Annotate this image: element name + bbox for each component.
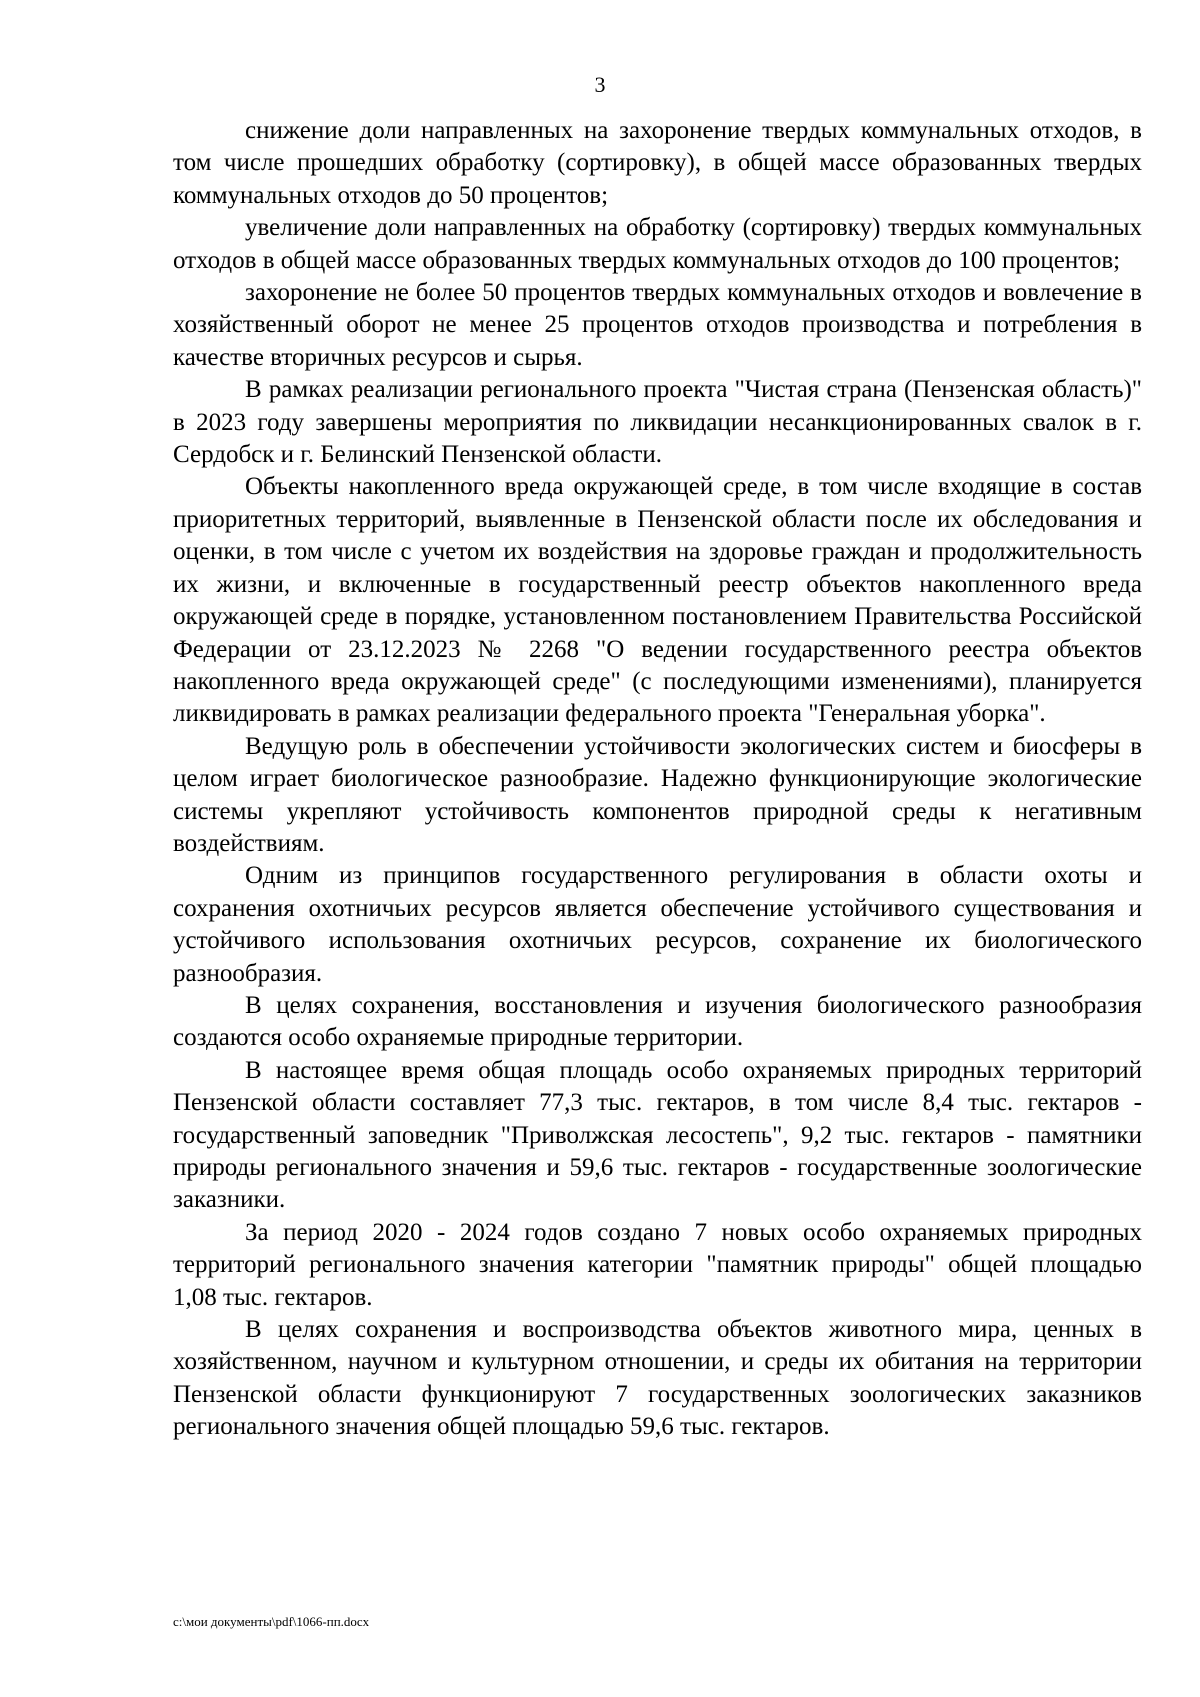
footer-file-path: c:\мои документы\pdf\1066-пп.docx [173,1614,370,1629]
paragraph-2: увеличение доли направленных на обработку (сортировку) твердых коммунальных отходов в общей массе образованных твердых коммунальных отходов до 100 процентов; [173,214,1142,274]
paragraph-1: снижение доли направленных на захоронение твердых коммунальных отходов, в том числе прошедших обработку (сортировку), в общей массе образованных твердых коммунальных отходов до 50 процентов; [173,117,1142,209]
paragraph-4: В рамках реализации регионального проекта "Чистая страна (Пензенская область)" в 2023 году завершены мероприятия по ликвидации несанкционированных свалок в г. Сердобск и г. Белинский Пензенской области. [173,376,1142,469]
document-body [173,115,1142,1444]
paragraph-6: Ведущую роль в обеспечении устойчивости экологических систем и биосферы в целом играет биологическое разнообразие. Надежно функционирующие экологические системы укрепляют устойчивость компонентов природной среды к негативным воздействиям. [173,732,1142,857]
paragraph-8: В целях сохранения, восстановления и изучения биологического разнообразия создаются особо охраняемые природные территории. [173,991,1142,1052]
paragraph-7: Одним из принципов государственного регулирования в области охоты и сохранения охотничьих ресурсов является обеспечение устойчивого существования и устойчивого использования охотничьих ресурсов, сохранение их биологического разнообразия. [173,862,1142,987]
page-number: 3 [594,72,606,97]
paragraph-10: За период 2020 - 2024 годов создано 7 новых особо охраняемых природных территорий регионального значения категории "памятник природы" общей площадью 1,08 тыс. гектаров. [173,1218,1142,1311]
paragraph-9: В настоящее время общая площадь особо охраняемых природных территорий Пензенской области составляет 77,3 тыс. гектаров, в том числе 8,4 тыс. гектаров - государственный заповедник "Приволжская лесостепь", 9,2 тыс. гектаров - памятники природы регионального значения и 59,6 тыс. гектаров - государственные зоологические заказники. [173,1056,1142,1214]
paragraph-5: Объекты накопленного вреда окружающей среде, в том числе входящие в состав приоритетных территорий, выявленные в Пензенской области после их обследования и оценки, в том числе с учетом их воздействия на здоровье граждан и продолжительность их жизни, и включенные в государственный реестр объектов накопленного вреда окружающей среде в порядке, установленном постановлением Правительства Российской Федерации от 23.12.2023 № 2268 "О ведении государственного реестра объектов накопленного вреда окружающей среде" (с последующими изменениями), планируется ликвидировать в рамках реализации федерального проекта "Генеральная уборка". [173,473,1142,728]
paragraph-3: захоронение не более 50 процентов твердых коммунальных отходов и вовлечение в хозяйственный оборот не менее 25 процентов отходов производства и потребления в качестве вторичных ресурсов и сырья. [173,279,1142,371]
paragraph-11: В целях сохранения и воспроизводства объектов животного мира, ценных в хозяйственном, научном и культурном отношении, и среды их обитания на территории Пензенской области функционируют 7 государственных зоологических заказников регионального значения общей площадью 59,6 тыс. гектаров. [173,1316,1142,1441]
